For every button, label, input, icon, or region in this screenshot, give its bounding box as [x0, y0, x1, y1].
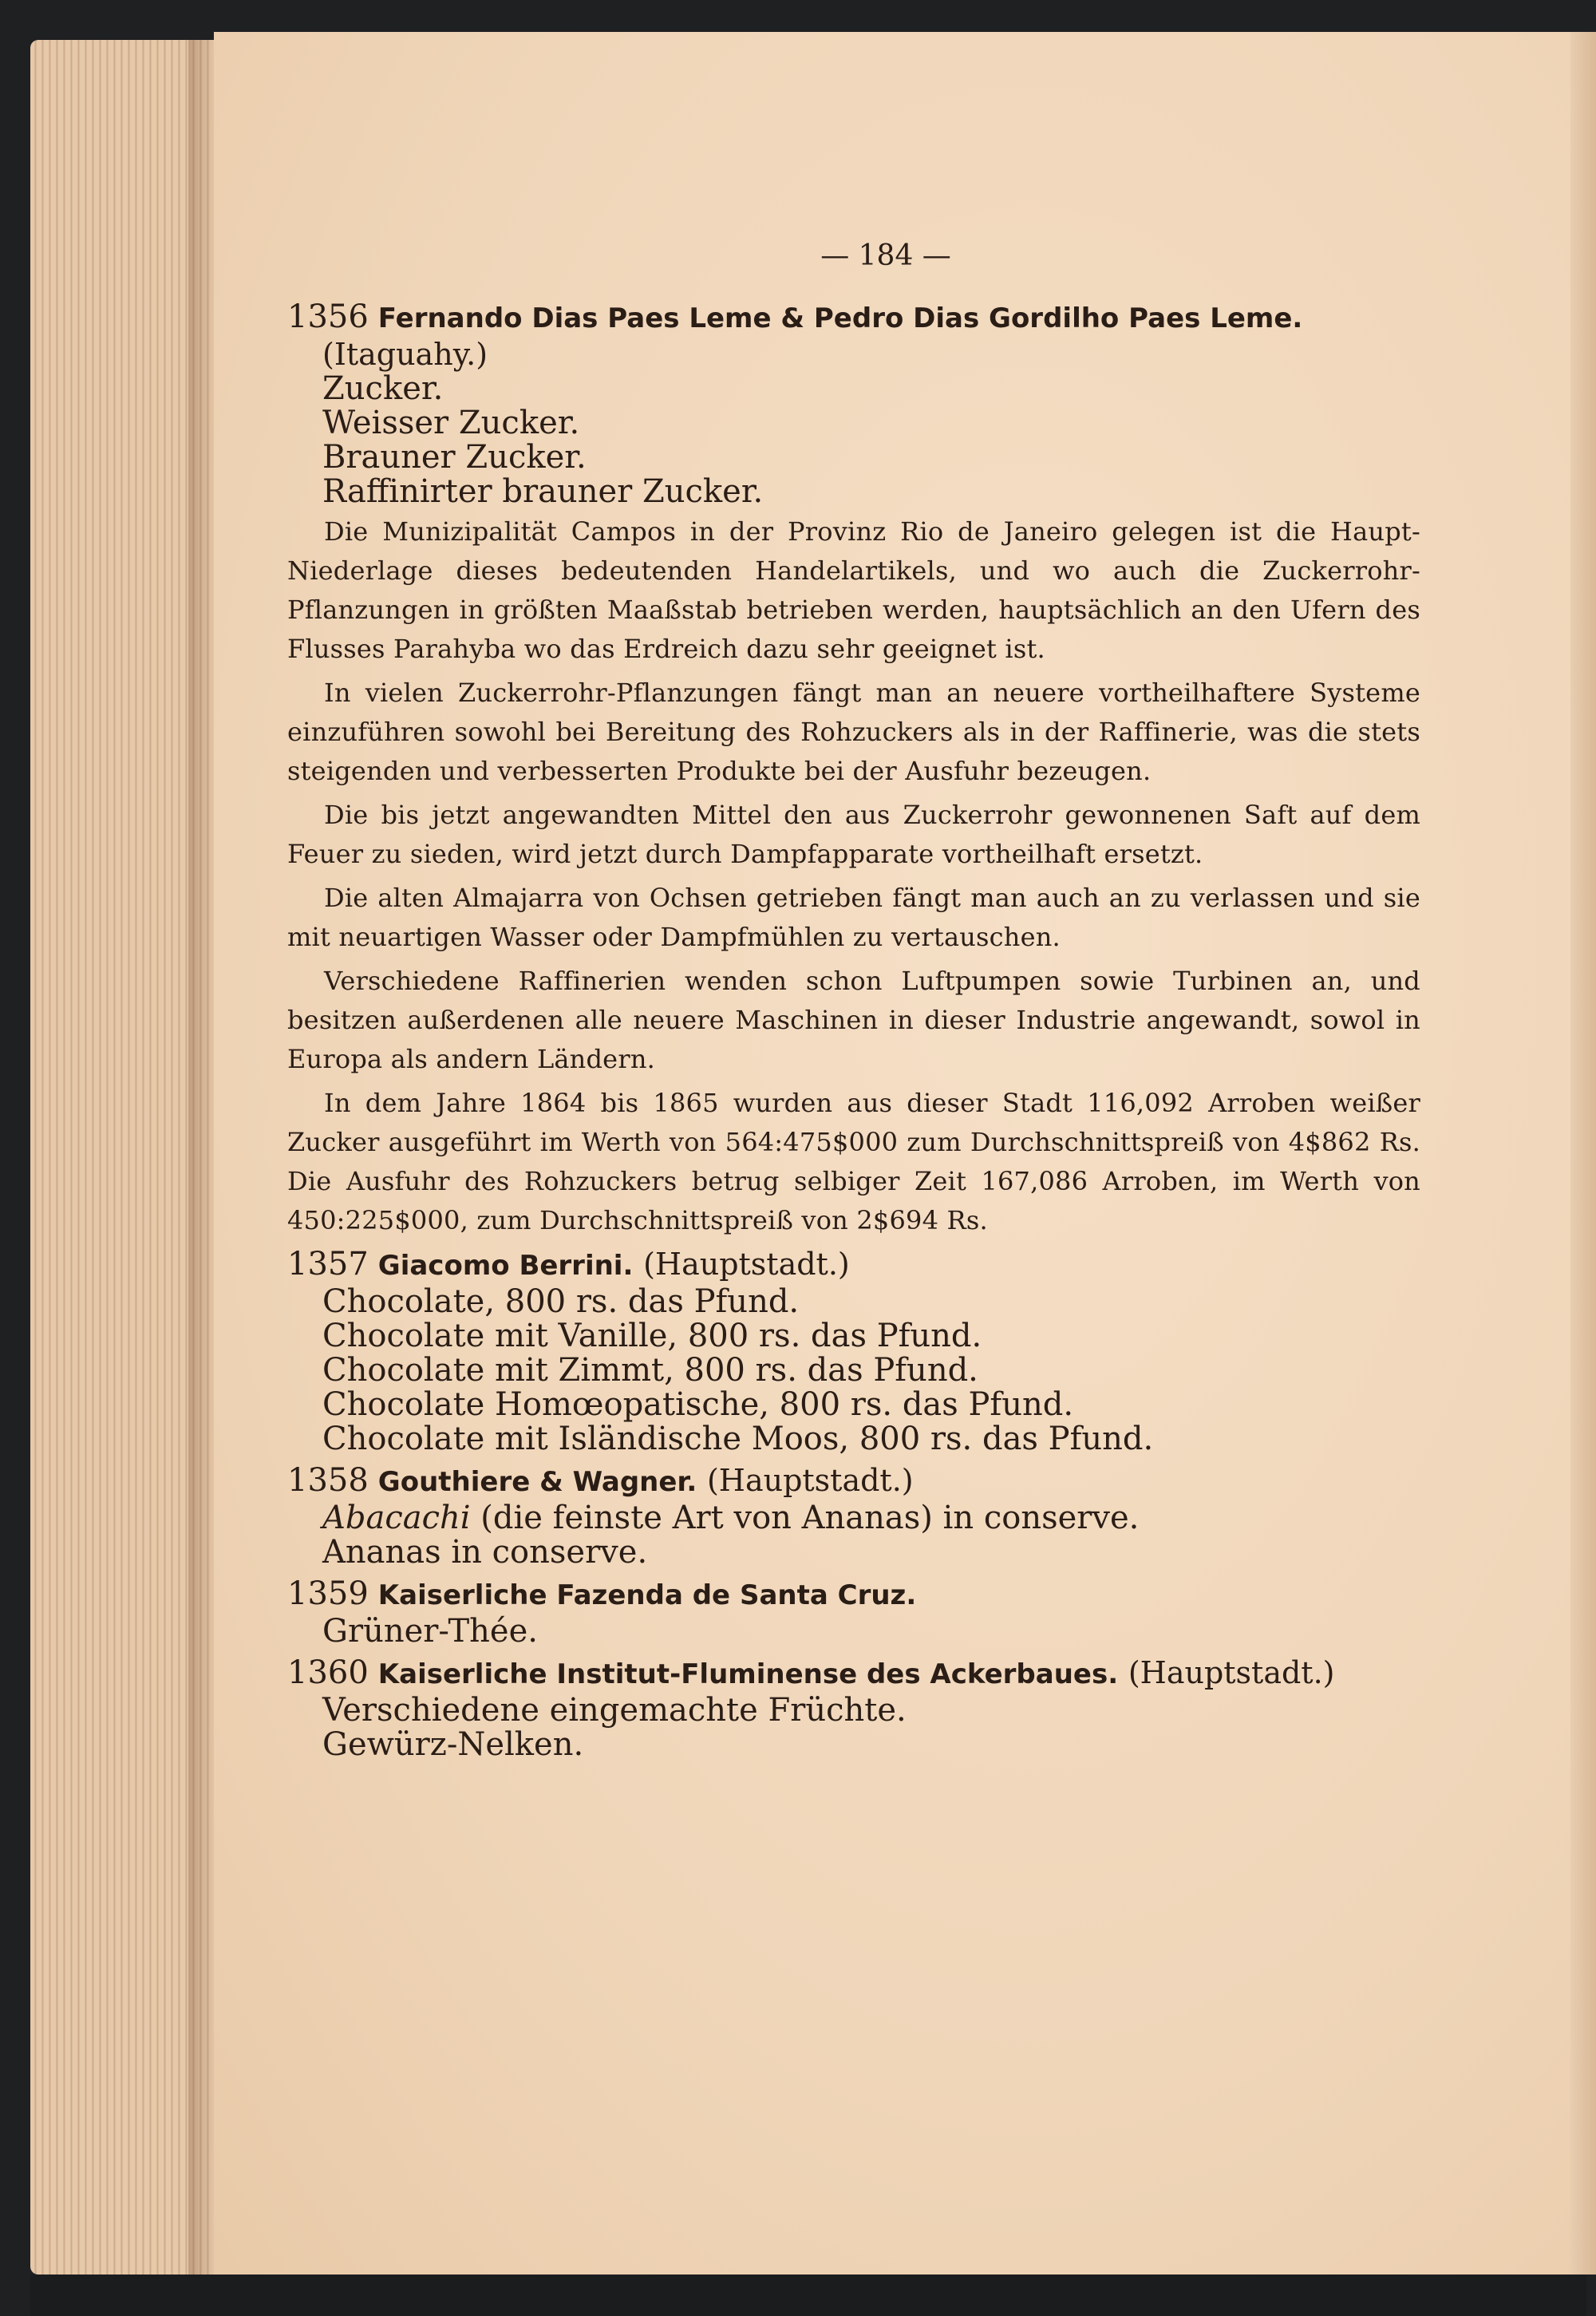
paragraph: Die Munizipalität Campos in der Provinz Rio de Janeiro gelegen ist die Haupt-Niederlage dieses bedeutenden Handelartikels, und wo auch die Zuckerrohr-Pflanzungen in größten Maaßstab betrieben werden, hauptsächlich an den Ufern des Flusses Parahyba wo das Erdreich dazu sehr geeignet ist. — [287, 516, 1420, 664]
entry-heading — [287, 1575, 1420, 1614]
entry-number: 1357 — [287, 1246, 369, 1282]
italic-product-name: Abacachi — [322, 1500, 471, 1536]
list-item: Chocolate mit Isländische Moos, 800 rs. das Pfund. — [322, 1421, 1154, 1457]
exhibitor-name: Kaiserliche Institut-Fluminense des Ackerbaues. — [377, 1658, 1119, 1690]
list-item: Chocolate mit Vanille, 800 rs. das Pfund. — [322, 1318, 982, 1354]
entry-heading — [287, 1461, 1420, 1501]
entry-number: 1359 — [287, 1575, 369, 1612]
entry-items — [322, 1285, 1420, 1456]
list-item: Brauner Zucker. — [322, 439, 587, 476]
page-content — [287, 239, 1420, 1767]
list-item: Zucker. — [322, 370, 444, 407]
entry-1356 — [287, 298, 1420, 1240]
exhibitor-name: Giacomo Berrini. — [377, 1250, 634, 1282]
exhibitor-name: Fernando Dias Paes Leme & Pedro Dias Gordilho Paes Leme. — [377, 302, 1303, 334]
list-item — [322, 1501, 1420, 1535]
bottom-background — [30, 2275, 1586, 2316]
paragraph: Die bis jetzt angewandten Mittel den aus Zuckerrohr gewonnenen Saft auf dem Feuer zu sieden, wird jetzt durch Dampfapparate vortheilhaft ersetzt. — [287, 800, 1420, 869]
exhibitor-location: (Itaguahy.) — [322, 337, 488, 372]
exhibitor-location: (Hauptstadt.) — [643, 1247, 850, 1282]
entry-items — [322, 338, 1420, 509]
list-item: Ananas in conserve. — [322, 1534, 648, 1571]
list-item: Chocolate mit Zimmt, 800 rs. das Pfund. — [322, 1352, 978, 1389]
list-item: Grüner-Thée. — [322, 1613, 538, 1650]
list-item: Chocolate Homœopatische, 800 rs. das Pfund. — [322, 1386, 1074, 1423]
exhibitor-location: (Hauptstadt.) — [706, 1463, 914, 1498]
entry-items — [322, 1614, 1420, 1649]
entry-heading — [287, 298, 1420, 338]
entry-number: 1358 — [287, 1462, 369, 1499]
list-item: Gewürz-Nelken. — [322, 1726, 584, 1763]
list-item: Raffinirter brauner Zucker. — [322, 473, 764, 510]
entry-items — [322, 1501, 1420, 1570]
page-number: — 184 — — [820, 239, 951, 272]
entry-1359 — [287, 1575, 1420, 1649]
paragraph: Die alten Almajarra von Ochsen getrieben fängt man auch an zu verlassen und sie mit neuartigen Wasser oder Dampfmühlen zu vertauschen. — [287, 883, 1420, 952]
entry-1360 — [287, 1654, 1420, 1762]
entry-heading — [287, 1654, 1420, 1694]
entry-items — [322, 1694, 1420, 1762]
paragraph: Verschiedene Raffinerien wenden schon Luftpumpen sowie Turbinen an, und besitzen außerdenen alle neuere Maschinen in dieser Industrie angewandt, sowol in Europa als andern Ländern. — [287, 966, 1420, 1074]
paragraph: In dem Jahre 1864 bis 1865 wurden aus dieser Stadt 116,092 Arroben weißer Zucker ausgeführt im Werth von 564:475$000 zum Durchschnittspreiß von 4$862 Rs. Die Ausfuhr des Rohzuckers betrug selbiger Zeit 167,086 Arroben, im Werth von 450:225$000, zum Durchschnittspreiß von 2$694 Rs. — [287, 1088, 1420, 1235]
list-item: Weisser Zucker. — [322, 405, 580, 441]
exhibitor-name: Gouthiere & Wagner. — [377, 1466, 697, 1498]
entry-number: 1356 — [287, 298, 369, 335]
product-description: (die feinste Art von Ananas) in conserve. — [470, 1500, 1140, 1536]
list-item: Verschiedene eingemachte Früchte. — [322, 1692, 907, 1729]
entry-heading — [287, 1245, 1420, 1285]
paragraph: In vielen Zuckerrohr-Pflanzungen fängt man an neuere vortheilhaftere Systeme einzuführen sowohl bei Bereitung des Rohzuckers als in der Raffinerie, was die stets steigenden und verbesserten Produkte bei der Ausfuhr bezeugen. — [287, 678, 1420, 786]
gutter-shadow — [188, 40, 217, 2275]
entry-1358 — [287, 1461, 1420, 1570]
entry-1357 — [287, 1245, 1420, 1456]
list-item: Chocolate, 800 rs. das Pfund. — [322, 1283, 800, 1320]
page-right-edge — [1570, 32, 1596, 2275]
entry-number: 1360 — [287, 1654, 369, 1691]
exhibitor-name: Kaiserliche Fazenda de Santa Cruz. — [377, 1579, 917, 1611]
exhibitor-location: (Hauptstadt.) — [1128, 1655, 1335, 1690]
